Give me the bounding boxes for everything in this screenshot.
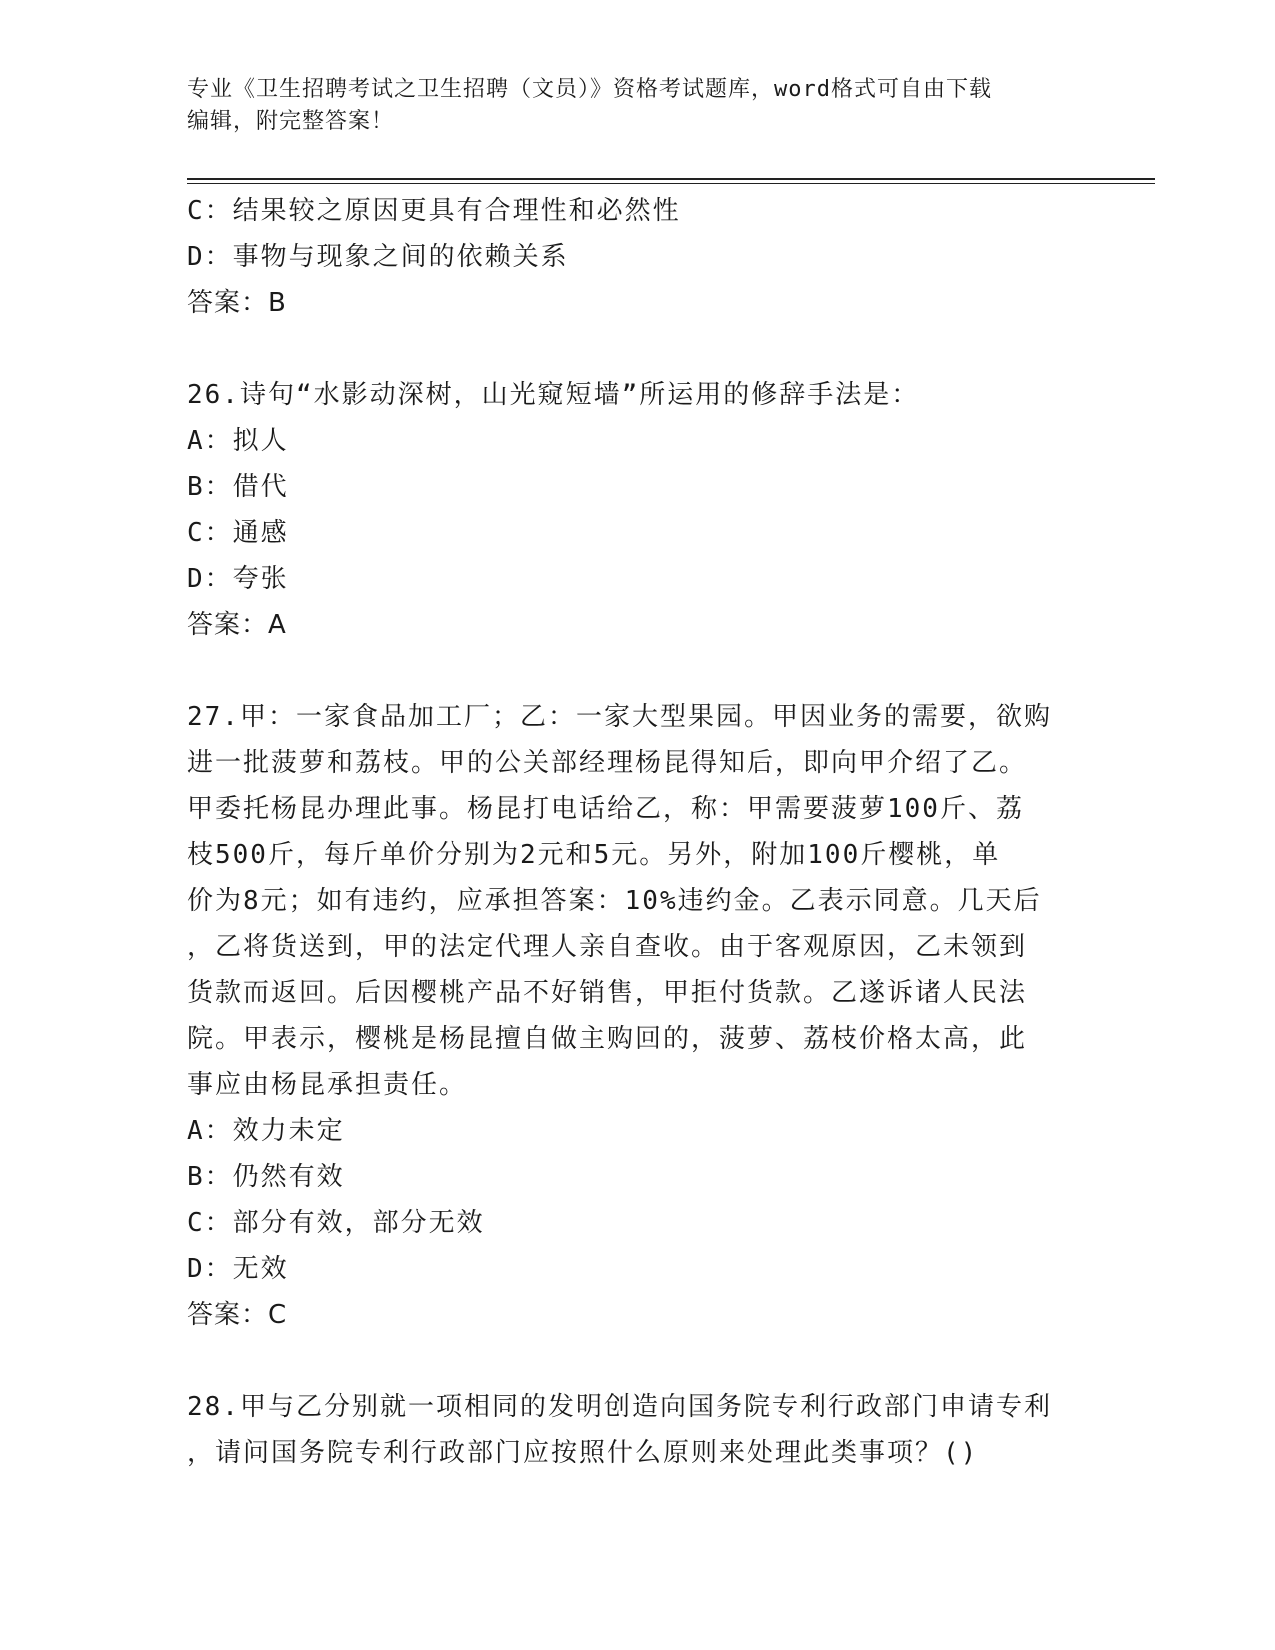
question-stem-line: 货款而返回。后因樱桃产品不好销售，甲拒付货款。乙遂诉诸人民法: [187, 978, 1028, 1008]
spacer: [187, 326, 1087, 372]
spacer: [187, 648, 1087, 694]
question-stem-line: 价为8元；如有违约，应承担答案：10%违约金。乙表示同意。几天后: [187, 886, 1042, 916]
question-stem-line: 27.甲：一家食品加工厂；乙：一家大型果园。甲因业务的需要，欲购: [187, 702, 1052, 732]
question-stem-line: 进一批菠萝和荔枝。甲的公关部经理杨昆得知后，即向甲介绍了乙。: [187, 748, 1028, 778]
header-divider-thick: [187, 178, 1155, 180]
question-stem-line: 事应由杨昆承担责任。: [187, 1070, 468, 1100]
question-stem-line: ，请问国务院专利行政部门应按照什么原则来处理此类事项？(): [187, 1438, 979, 1468]
question-25: [187, 188, 1087, 326]
question-stem: 26.诗句“水影动深树，山光窥短墙”所运用的修辞手法是：: [187, 380, 920, 410]
question-stem-line: 院。甲表示，樱桃是杨昆擅自做主购回的，菠萝、荔枝价格太高，此: [187, 1024, 1028, 1054]
option-d: D：事物与现象之间的依赖关系: [187, 242, 569, 272]
question-stem-line: 枝500斤，每斤单价分别为2元和5元。另外，附加100斤樱桃，单: [187, 840, 1001, 870]
question-stem-line: 28.甲与乙分别就一项相同的发明创造向国务院专利行政部门申请专利: [187, 1392, 1052, 1422]
option-a: A：拟人: [187, 426, 289, 456]
question-stem-line: ，乙将货送到，甲的法定代理人亲自查收。由于客观原因，乙未领到: [187, 932, 1028, 962]
option-c: C：结果较之原因更具有合理性和必然性: [187, 196, 681, 226]
header-line-2: 编辑，附完整答案！: [187, 109, 395, 134]
question-28: [187, 1384, 1087, 1476]
option-c: C：通感: [187, 518, 289, 548]
question-stem-line: 甲委托杨昆办理此事。杨昆打电话给乙，称：甲需要菠萝100斤、荔: [187, 794, 1024, 824]
question-list: [187, 188, 1087, 1476]
answer: 答案：B: [187, 288, 287, 318]
header-divider-thin: [187, 183, 1155, 184]
option-b: B：仍然有效: [187, 1162, 345, 1192]
answer: 答案：C: [187, 1300, 288, 1330]
option-d: D：无效: [187, 1254, 289, 1284]
answer: 答案：A: [187, 610, 287, 640]
option-b: B：借代: [187, 472, 289, 502]
question-26: [187, 372, 1087, 648]
option-a: A：效力未定: [187, 1116, 345, 1146]
option-d: D：夸张: [187, 564, 289, 594]
header-line-1: 专业《卫生招聘考试之卫生招聘（文员）》资格考试题库，word格式可自由下载: [187, 77, 992, 102]
question-27: [187, 694, 1087, 1338]
option-c: C：部分有效，部分无效: [187, 1208, 485, 1238]
page-header: [187, 74, 1087, 138]
spacer: [187, 1338, 1087, 1384]
